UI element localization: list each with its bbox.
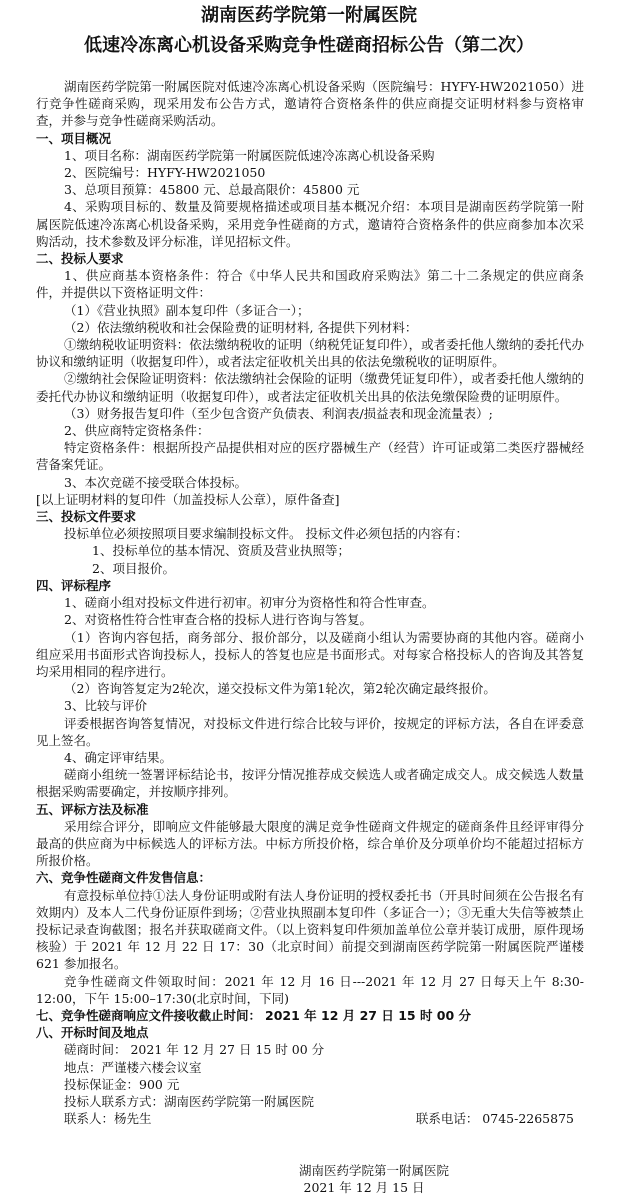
s4-paragraph: 2、对资格性符合性审查合格的投标人进行咨询与答复。 [64,612,372,628]
s4-paragraph: 4、确定评审结果。 [64,749,172,765]
s2-paragraph: ①缴纳税收证明资料：依法缴纳税收的证明（纳税凭证复印件），或者委托他人缴纳的委托代办协议和缴纳证明（收据复印件），或者法定征收机关出具的依法免缴税收的证明原件。 [36,337,584,370]
s2-paragraph: （3）财务报告复印件（至少包含资产负债表、利润表/损益表和现金流量表）; [64,405,493,421]
s6-paragraph: 有意投标单位持①法人身份证明或附有法人身份证明的授权委托书（开具时间须在公告报名有效期内）及本人二代身份证原件到场；②营业执照副本复印件（多证合一）；③无重大失信等被禁止投标记录查询截图；报名并获取磋商文件。（以上资料复印件须加盖单位公章并装订成册，原件现场核验）于 2021 年 12 月 22 日 17：30（北京时间）前提交到湖南医药学院第一附属医院严谨楼 621 参加报名。 [36,887,584,972]
section-7-heading: 七、竞争性磋商响应文件接收截止时间： [36,1007,262,1023]
opening-place: 地点：严谨楼六楼会议室 [64,1059,202,1075]
s6-paragraph: 竞争性磋商文件领取时间：2021 年 12 月 16 日---2021 年 12 月 27 日每天上午 8:30-12:00，下午 15:00–17:30(北京时间，下同) [36,973,584,1006]
section-6-heading: 六、竞争性磋商文件发售信息： [36,870,212,886]
s4-paragraph: 3、比较与评价 [64,698,147,714]
intro-paragraph: 湖南医药学院第一附属医院对低速冷冻离心机设备采购（医院编号：HYFY-HW2021050）进行竞争性磋商采购，现采用发布公告方式，邀请符合资格条件的供应商提交证明材料参与资格审查，并参与竞争性磋商采购活动。 [36,79,584,129]
section-3-heading: 三、投标文件要求 [36,509,137,525]
s4-paragraph: 评委根据咨询答复情况，对投标文件进行综合比较与评价，按规定的评标方法，各自在评委意见上签名。 [36,715,584,748]
contact-row [36,1110,584,1127]
s2-paragraph: 特定资格条件：根据所投产品提供相对应的医疗器械生产（经营）许可证或第二类医疗器械经营备案凭证。 [36,440,584,473]
s1-item-3: 3、总项目预算：45800 元、总最高限价：45800 元 [64,182,360,198]
s3-paragraph: 投标单位必须按照项目要求编制投标文件。 投标文件必须包括的内容有： [64,526,468,542]
section-4-heading: 四、评标程序 [36,577,112,593]
section-1-heading: 一、项目概况 [36,130,112,146]
s2-paragraph: 3、本次竞磋不接受联合体投标。 [64,474,247,490]
deposit: 投标保证金：900 元 [64,1076,180,1092]
footer-date: 2021 年 12 月 15 日 [303,1180,425,1195]
s5-paragraph: 采用综合评分，即响应文件能够最大限度的满足竞争性磋商文件规定的磋商条件且经评审得分最高的供应商为中标候选人的评标方法。中标方所投价格，综合单价及分项单价均不能超过招标方所报价格。 [36,818,584,869]
s4-paragraph: 磋商小组统一签署评标结论书，按评分情况推荐成交候选人或者确定成交人。成交候选人数量根据采购需要确定，并按顺序排列。 [36,767,584,800]
section-7-line [36,1007,584,1024]
notice-body [36,78,584,1127]
s3-list-item: 1、投标单位的基本情况、资质及营业执照等； [92,543,350,559]
s2-paragraph: ②缴纳社会保险证明资料：依法缴纳社会保险的证明（缴费凭证复印件），或者委托他人缴纳的委托代办协议和缴纳证明（收据复印件），或者法定征收机关出具的依法免缴保险费的证明原件。 [36,371,584,404]
opening-time: 磋商时间： 2021 年 12 月 27 日 15 时 00 分 [64,1042,325,1058]
contact-person: 联系人：杨先生 [64,1111,152,1127]
hospital-title: 湖南医药学院第一附属医院 [201,5,417,26]
contact-method: 投标人联系方式：湖南医药学院第一附属医院 [64,1093,315,1109]
notice-title: 低速冷冻离心机设备采购竞争性磋商招标公告（第二次） [84,35,534,56]
section-8-heading: 八、开标时间及地点 [36,1025,149,1041]
section-5-heading: 五、评标方法及标准 [36,801,149,817]
s2-paragraph: （2）依法缴纳税收和社会保险费的证明材料, 各提供下列材料： [64,319,418,335]
s2-paragraph: （1）《营业执照》副本复印件（多证合一）； [64,302,310,318]
s4-paragraph: （2）咨询答复定为2轮次，递交投标文件为第1轮次，第2轮次确定最终报价。 [64,681,496,697]
s3-list-item: 2、项目报价。 [92,560,175,576]
s2-paragraph: 2、供应商特定资格条件： [64,423,210,439]
s1-item-1: 1、项目名称：湖南医药学院第一附属医院低速冷冻离心机设备采购 [64,147,435,163]
contact-phone: 联系电话： 0745-2265875 [415,1111,574,1127]
signature-block [0,1162,618,1196]
s4-paragraph: （1）咨询内容包括，商务部分、报价部分，以及磋商小组认为需要协商的其他内容。磋商小组应采用书面形式咨询投标人，投标人的答复也应是书面形式。对每家合格投标人的咨询及其答复均采用相同的程序进行。 [36,629,584,679]
s2-paragraph: 1、供应商基本资格条件：符合《中华人民共和国政府采购法》第二十二条规定的供应商条件，并提供以下资格证明文件： [36,268,584,301]
section-2-heading: 二、投标人要求 [36,251,124,267]
deadline-value: 2021 年 12 月 27 日 15 时 00 分 [265,1007,472,1023]
s1-item-2: 2、医院编号：HYFY-HW2021050 [64,165,266,181]
footer-organization: 湖南医药学院第一附属医院 [298,1163,449,1178]
s4-paragraph: 1、磋商小组对投标文件进行初审。初审分为资格性和符合性审查。 [64,595,435,611]
s1-item-4: 4、采购项目标的、数量及简要规格描述或项目基本概况介绍：本项目是湖南医药学院第一附属医院低速冷冻离心机设备采购，采用竞争性磋商的方式，邀请符合资格条件的供应商参加本次采购活动，技术参数及评分标准，详见招标文件。 [36,199,584,249]
s2-note: [以上证明材料的复印件（加盖投标人公章），原件备查] [36,491,340,507]
